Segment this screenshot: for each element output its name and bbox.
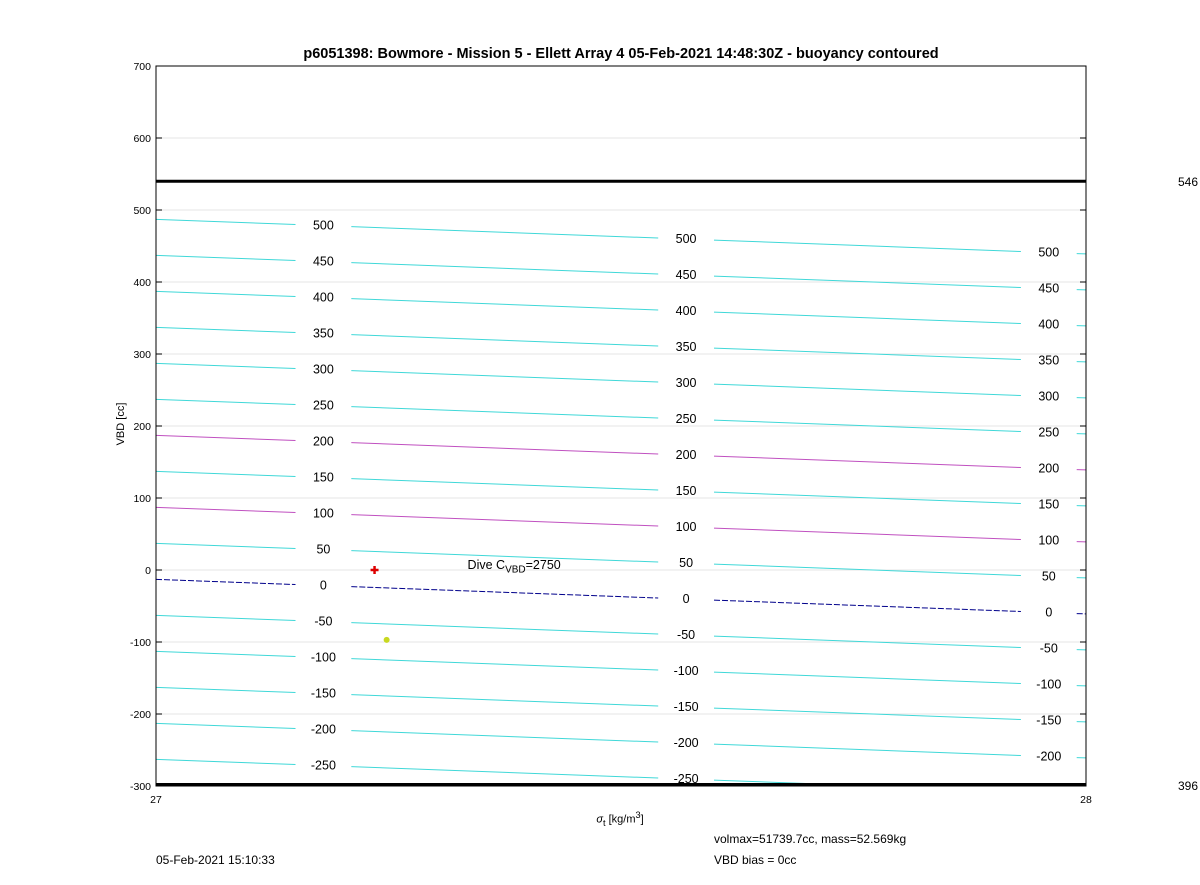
y-tick-label: 200 bbox=[133, 421, 151, 433]
contour-label: 150 bbox=[1038, 497, 1060, 512]
contour-label: 100 bbox=[312, 506, 334, 521]
contour-label: -100 bbox=[673, 664, 699, 679]
contour-label: 100 bbox=[675, 520, 697, 535]
y-tick-label: 600 bbox=[133, 133, 151, 145]
contour-label: 200 bbox=[675, 448, 697, 463]
contour-label: 0 bbox=[682, 592, 690, 607]
contour-label: -50 bbox=[677, 628, 696, 643]
contour-label: 300 bbox=[1038, 389, 1060, 404]
contour-label: 50 bbox=[316, 542, 331, 557]
contour-label: 250 bbox=[675, 412, 697, 427]
dive-cvbd-annotation: Dive $C_{VBD}=2750$ bbox=[467, 557, 561, 576]
contour-label: 500 bbox=[1038, 245, 1060, 260]
contour-label: 350 bbox=[1038, 353, 1060, 368]
y-tick-label: 700 bbox=[133, 61, 151, 73]
contour-label: -250 bbox=[310, 758, 336, 773]
y-tick-label: -300 bbox=[129, 781, 151, 793]
y-tick-label: 500 bbox=[133, 205, 151, 217]
contour-label: 350 bbox=[675, 340, 697, 355]
upper-limit-label: 546 bbox=[1177, 175, 1198, 189]
contour-label: -200 bbox=[1036, 749, 1062, 764]
contour-label: -50 bbox=[314, 614, 333, 629]
contour-label: 500 bbox=[312, 218, 334, 233]
volmax-text: volmax=51739.7cc, mass=52.569kg bbox=[714, 832, 907, 846]
contour-label: -200 bbox=[673, 736, 699, 751]
vbd-bias-text: VBD bias = 0cc bbox=[714, 853, 797, 867]
contour-label: 300 bbox=[312, 362, 334, 377]
contour-label: 450 bbox=[312, 254, 334, 269]
y-tick-label: -200 bbox=[129, 709, 151, 721]
contour-label: 250 bbox=[1038, 425, 1060, 440]
contour-label: 200 bbox=[312, 434, 334, 449]
contour-label: 150 bbox=[675, 484, 697, 499]
contour-label: 0 bbox=[1045, 605, 1053, 620]
y-tick-label: 300 bbox=[133, 349, 151, 361]
y-tick-label: -100 bbox=[129, 637, 151, 649]
contour-label: -150 bbox=[673, 700, 699, 715]
chart-title: p6051398: Bowmore - Mission 5 - Ellett Array 4 05-Feb-2021 14:48:30Z - buoyancy contoured bbox=[303, 46, 939, 62]
contour-label: 400 bbox=[1038, 317, 1060, 332]
contour-label: 450 bbox=[1038, 281, 1060, 296]
contour-label: 500 bbox=[675, 232, 697, 247]
y-tick-label: 100 bbox=[133, 493, 151, 505]
marker-dot bbox=[384, 637, 390, 643]
contour-label: 350 bbox=[312, 326, 334, 341]
y-tick-label: 400 bbox=[133, 277, 151, 289]
x-tick-label: 28 bbox=[1080, 794, 1092, 806]
contour-label: -150 bbox=[1036, 713, 1062, 728]
contour-label: -200 bbox=[310, 722, 336, 737]
contour-label: 200 bbox=[1038, 461, 1060, 476]
y-axis-label: VBD [cc] bbox=[115, 402, 127, 446]
contour-label: -150 bbox=[310, 686, 336, 701]
contour-label: 50 bbox=[1041, 569, 1056, 584]
x-axis-label: $\sigma_t$ $[kg/m^3]$ bbox=[596, 810, 644, 828]
contour-label: -50 bbox=[1039, 641, 1058, 656]
x-tick-label: 27 bbox=[150, 794, 162, 806]
contour-label: 400 bbox=[675, 304, 697, 319]
timestamp: 05-Feb-2021 15:10:33 bbox=[156, 853, 275, 867]
contour-label: -250 bbox=[673, 772, 699, 787]
contour-label: 0 bbox=[319, 578, 327, 593]
contour-label: 250 bbox=[312, 398, 334, 413]
contour-label: 100 bbox=[1038, 533, 1060, 548]
contour-label: 450 bbox=[675, 268, 697, 283]
contour-label: 400 bbox=[312, 290, 334, 305]
contour-label: 50 bbox=[679, 556, 694, 571]
contour-label: 150 bbox=[312, 470, 334, 485]
lower-limit-label: 396 bbox=[1177, 779, 1198, 793]
contour-label: 300 bbox=[675, 376, 697, 391]
contour-label: -100 bbox=[1036, 677, 1062, 692]
contour-label: -100 bbox=[310, 650, 336, 665]
y-tick-label: 0 bbox=[145, 565, 151, 577]
